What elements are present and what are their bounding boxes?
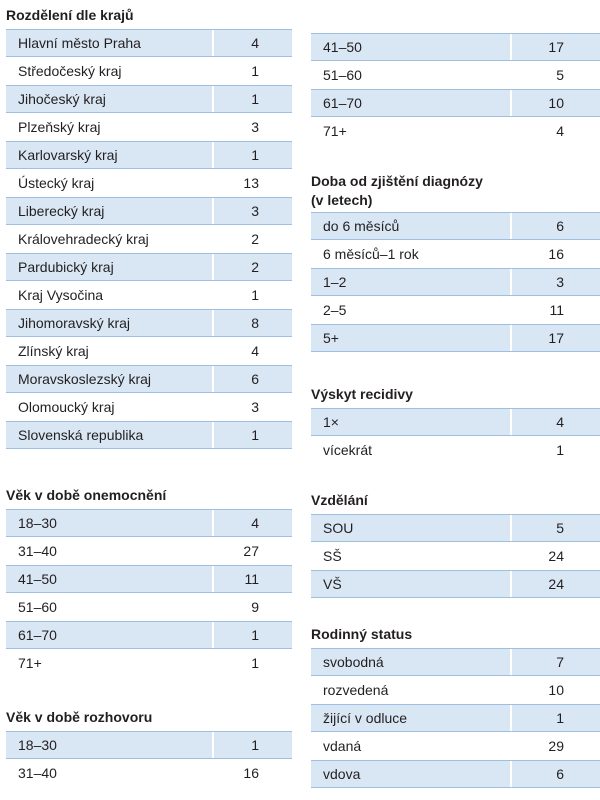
row-label: Slovenská republika bbox=[6, 422, 214, 448]
table-row bbox=[311, 732, 600, 760]
table-row bbox=[6, 649, 292, 677]
row-label: 18–30 bbox=[6, 732, 214, 758]
row-label: 6 měsíců–1 rok bbox=[311, 241, 512, 267]
row-label: 41–50 bbox=[6, 566, 214, 592]
row-value: 5 bbox=[512, 515, 600, 541]
table-row bbox=[311, 33, 600, 61]
row-value: 1 bbox=[512, 705, 600, 731]
table-row bbox=[6, 85, 292, 113]
age-at-illness-table bbox=[6, 509, 292, 677]
row-label: Jihočeský kraj bbox=[6, 86, 214, 112]
row-value: 1 bbox=[214, 622, 292, 648]
age-at-interview-table-part1 bbox=[6, 731, 292, 787]
table-row bbox=[6, 197, 292, 225]
row-value: 11 bbox=[549, 302, 564, 318]
table-row bbox=[311, 570, 600, 598]
table-row bbox=[6, 29, 292, 57]
row-value: 11 bbox=[214, 566, 292, 592]
row-value: 10 bbox=[512, 90, 600, 116]
row-value: 1 bbox=[214, 732, 292, 758]
table-row bbox=[311, 648, 600, 676]
table-row bbox=[311, 704, 600, 732]
row-value: 1 bbox=[214, 422, 292, 448]
row-value: 27 bbox=[243, 543, 259, 559]
row-label: 31–40 bbox=[6, 538, 214, 564]
time-since-diagnosis-title bbox=[311, 172, 600, 210]
row-label: Pardubický kraj bbox=[6, 254, 214, 280]
row-value: 17 bbox=[512, 325, 600, 351]
table-row bbox=[6, 421, 292, 449]
marital-status-section bbox=[311, 625, 600, 788]
row-label: VŠ bbox=[311, 571, 512, 597]
table-row bbox=[6, 225, 292, 253]
row-label: svobodná bbox=[311, 649, 512, 675]
regions-section bbox=[6, 6, 292, 449]
row-value: 29 bbox=[548, 738, 564, 754]
row-value: 6 bbox=[214, 366, 292, 392]
row-value: 2 bbox=[251, 231, 259, 247]
row-label: Středočeský kraj bbox=[6, 58, 214, 84]
table-row bbox=[6, 731, 292, 759]
row-label: 71+ bbox=[311, 118, 512, 144]
age-at-illness-title: Věk v době onemocnění bbox=[6, 487, 167, 503]
age-at-illness-section bbox=[6, 486, 292, 677]
row-value: 13 bbox=[243, 175, 259, 191]
table-row bbox=[6, 113, 292, 141]
table-row bbox=[6, 509, 292, 537]
row-value: 4 bbox=[214, 510, 292, 536]
row-label: 1–2 bbox=[311, 269, 512, 295]
table-row bbox=[6, 565, 292, 593]
row-value: 6 bbox=[512, 213, 600, 239]
row-value: 16 bbox=[243, 765, 259, 781]
table-row bbox=[311, 760, 600, 788]
regions-table bbox=[6, 29, 292, 449]
row-label: Kraj Vysočina bbox=[6, 282, 214, 308]
age-at-interview-table-part2 bbox=[311, 33, 600, 145]
row-label: 18–30 bbox=[6, 510, 214, 536]
time-since-diagnosis-table bbox=[311, 212, 600, 352]
row-label: Karlovarský kraj bbox=[6, 142, 214, 168]
table-row bbox=[311, 240, 600, 268]
education-section bbox=[311, 491, 600, 598]
row-label: 5+ bbox=[311, 325, 512, 351]
row-label: Jihomoravský kraj bbox=[6, 310, 214, 336]
row-label: vdaná bbox=[311, 733, 512, 759]
table-row bbox=[6, 57, 292, 85]
table-row bbox=[311, 436, 600, 464]
row-label: 31–40 bbox=[6, 760, 214, 786]
marital-status-title: Rodinný status bbox=[311, 626, 413, 642]
row-value: 1 bbox=[214, 86, 292, 112]
row-label: 2–5 bbox=[311, 297, 512, 323]
recurrence-title: Výskyt recidivy bbox=[311, 386, 413, 402]
row-label: 71+ bbox=[6, 650, 214, 676]
row-label: Hlavní město Praha bbox=[6, 30, 214, 56]
row-value: 3 bbox=[251, 119, 259, 135]
table-row bbox=[6, 281, 292, 309]
row-value: 24 bbox=[512, 571, 600, 597]
age-at-interview-continued bbox=[311, 33, 600, 145]
row-label: žijící v odluce bbox=[311, 705, 512, 731]
recurrence-table bbox=[311, 408, 600, 464]
row-label: vdova bbox=[311, 761, 512, 787]
table-row bbox=[311, 89, 600, 117]
row-label: 61–70 bbox=[6, 622, 214, 648]
time-since-diagnosis-section bbox=[311, 172, 600, 352]
row-value: 4 bbox=[512, 409, 600, 435]
education-table bbox=[311, 514, 600, 598]
row-label: Olomoucký kraj bbox=[6, 394, 214, 420]
row-label: 51–60 bbox=[6, 594, 214, 620]
table-row bbox=[311, 408, 600, 436]
table-row bbox=[311, 324, 600, 352]
row-value: 1 bbox=[251, 287, 259, 303]
title-line-2: (v letech) bbox=[311, 192, 373, 208]
row-label: do 6 měsíců bbox=[311, 213, 512, 239]
row-value: 16 bbox=[548, 246, 564, 262]
row-value: 24 bbox=[548, 548, 564, 564]
table-row bbox=[311, 212, 600, 240]
row-value: 8 bbox=[214, 310, 292, 336]
table-row bbox=[6, 593, 292, 621]
table-row bbox=[6, 309, 292, 337]
marital-status-table bbox=[311, 648, 600, 788]
row-label: Moravskoslezský kraj bbox=[6, 366, 214, 392]
row-value: 7 bbox=[512, 649, 600, 675]
row-value: 4 bbox=[251, 343, 259, 359]
row-label: Královehradecký kraj bbox=[6, 226, 214, 252]
table-row bbox=[6, 759, 292, 787]
row-label: 1× bbox=[311, 409, 512, 435]
age-at-interview-title: Věk v době rozhovoru bbox=[6, 709, 153, 725]
row-label: Liberecký kraj bbox=[6, 198, 214, 224]
table-row bbox=[6, 621, 292, 649]
row-value: 3 bbox=[214, 198, 292, 224]
table-row bbox=[6, 365, 292, 393]
recurrence-section bbox=[311, 385, 600, 464]
regions-title: Rozdělení dle krajů bbox=[6, 7, 134, 23]
table-row bbox=[6, 141, 292, 169]
row-value: 3 bbox=[251, 399, 259, 415]
table-row bbox=[6, 537, 292, 565]
row-value: 10 bbox=[548, 682, 564, 698]
row-value: 3 bbox=[512, 269, 600, 295]
row-value: 5 bbox=[556, 67, 564, 83]
row-label: 61–70 bbox=[311, 90, 512, 116]
row-label: Ústecký kraj bbox=[6, 170, 214, 196]
row-label: SOU bbox=[311, 515, 512, 541]
row-label: Zlínský kraj bbox=[6, 338, 214, 364]
table-row bbox=[311, 296, 600, 324]
row-value: 1 bbox=[251, 63, 259, 79]
row-value: 9 bbox=[251, 599, 259, 615]
row-value: 1 bbox=[214, 142, 292, 168]
row-label: Plzeňský kraj bbox=[6, 114, 214, 140]
table-row bbox=[311, 268, 600, 296]
table-row bbox=[311, 61, 600, 89]
row-label: rozvedená bbox=[311, 677, 512, 703]
row-value: 17 bbox=[512, 34, 600, 60]
table-row bbox=[311, 542, 600, 570]
row-value: 6 bbox=[512, 761, 600, 787]
title-line-1: Doba od zjištění diagnózy bbox=[311, 173, 483, 189]
row-value: 4 bbox=[556, 123, 564, 139]
table-row bbox=[311, 514, 600, 542]
table-row bbox=[311, 676, 600, 704]
table-row bbox=[6, 253, 292, 281]
table-row bbox=[6, 169, 292, 197]
age-at-interview-section bbox=[6, 708, 292, 787]
row-value: 1 bbox=[556, 442, 564, 458]
education-title: Vzdělání bbox=[311, 492, 368, 508]
row-label: 51–60 bbox=[311, 62, 512, 88]
row-value: 4 bbox=[214, 30, 292, 56]
table-row bbox=[311, 117, 600, 145]
table-row bbox=[6, 337, 292, 365]
row-label: vícekrát bbox=[311, 437, 512, 463]
table-row bbox=[6, 393, 292, 421]
row-value: 2 bbox=[214, 254, 292, 280]
row-value: 1 bbox=[251, 655, 259, 671]
row-label: 41–50 bbox=[311, 34, 512, 60]
row-label: SŠ bbox=[311, 543, 512, 569]
